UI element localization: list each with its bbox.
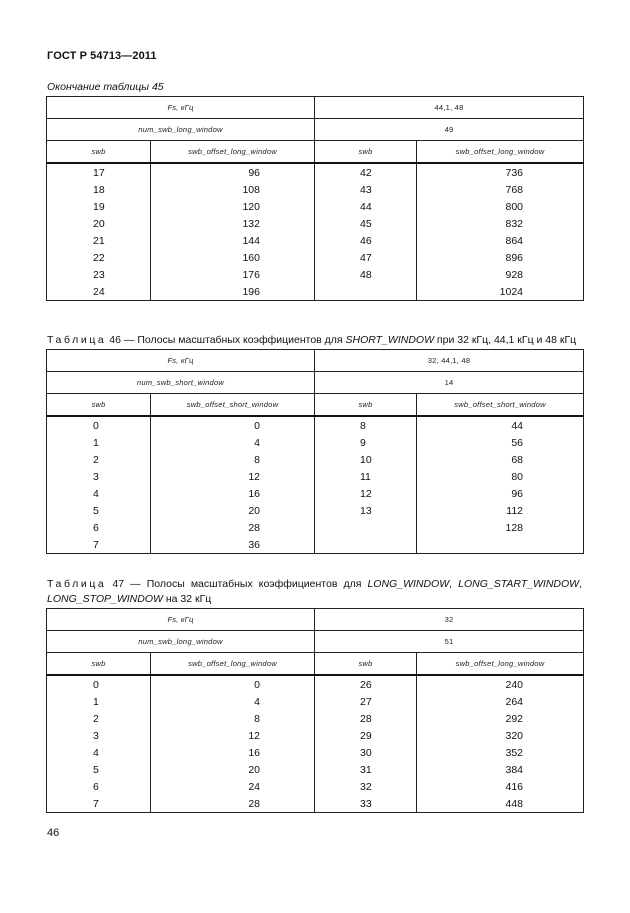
table-row: [47, 249, 584, 266]
table-cell: 22: [47, 249, 151, 266]
caption-line: [47, 592, 582, 607]
table-cell: 8: [151, 451, 315, 468]
table-cell: 29: [315, 727, 417, 744]
table-cell: 448: [417, 795, 584, 813]
table-cell: 352: [417, 744, 584, 761]
table-cell: 8: [315, 416, 417, 434]
fs-label: Fs, кГц: [47, 609, 315, 631]
table-cell: 384: [417, 761, 584, 778]
caption-line: [47, 577, 582, 592]
table-cell: 832: [417, 215, 584, 232]
col-header: swb_offset_long_window: [151, 653, 315, 676]
table-cell: 28: [151, 519, 315, 536]
table-row: [47, 232, 584, 249]
table-cell: 8: [151, 710, 315, 727]
table-row: [47, 163, 584, 181]
caption-number: 47: [112, 578, 125, 590]
caption-window-name: LONG_WINDOW: [367, 578, 450, 590]
table-cell: 176: [151, 266, 315, 283]
table-cell: 12: [151, 468, 315, 485]
table-cell: 292: [417, 710, 584, 727]
table-cell: 0: [151, 416, 315, 434]
table-cell: 80: [417, 468, 584, 485]
col-header: swb_offset_long_window: [151, 141, 315, 164]
table-cell: 28: [151, 795, 315, 813]
num-swb-label: num_swb_long_window: [47, 119, 315, 141]
num-swb-value: 49: [315, 119, 584, 141]
table-cell: 0: [151, 675, 315, 693]
col-header: swb: [47, 653, 151, 676]
col-header: swb: [47, 141, 151, 164]
table-cell: 800: [417, 198, 584, 215]
caption-text: при 32 кГц, 44,1 кГц и 48 кГц: [434, 334, 577, 346]
table-cell: [315, 283, 417, 301]
table-cell: 46: [315, 232, 417, 249]
caption-separator: ,: [449, 578, 459, 590]
fs-value: 32, 44,1, 48: [315, 350, 584, 372]
table-row: [47, 283, 584, 301]
table-cell: 1024: [417, 283, 584, 301]
table-cell: 160: [151, 249, 315, 266]
table-cell: [417, 536, 584, 554]
table-cell: 4: [151, 434, 315, 451]
table-cell: 36: [151, 536, 315, 554]
table-cell: 240: [417, 675, 584, 693]
num-swb-label: num_swb_short_window: [47, 372, 315, 394]
table-cell: 5: [47, 761, 151, 778]
table-cell: 1: [47, 434, 151, 451]
col-header: swb: [315, 141, 417, 164]
table-cell: 2: [47, 710, 151, 727]
table-row: [47, 434, 584, 451]
table-row: [47, 536, 584, 554]
table-cell: 32: [315, 778, 417, 795]
table-cell: 45: [315, 215, 417, 232]
table-45-caption: Окончание таблицы 45: [47, 81, 164, 93]
table-cell: 44: [417, 416, 584, 434]
table-cell: 1: [47, 693, 151, 710]
table-cell: 7: [47, 536, 151, 554]
fs-value: 44,1, 48: [315, 97, 584, 119]
table-cell: 17: [47, 163, 151, 181]
col-header: swb: [315, 394, 417, 417]
standard-header: ГОСТ Р 54713—2011: [47, 50, 157, 62]
table-row: [47, 485, 584, 502]
table-cell: 112: [417, 502, 584, 519]
table-cell: 264: [417, 693, 584, 710]
table-row: [47, 451, 584, 468]
table-cell: [315, 536, 417, 554]
table-row: [47, 727, 584, 744]
table-row: [47, 215, 584, 232]
table-row: [47, 468, 584, 485]
table-cell: 128: [417, 519, 584, 536]
table-row: [47, 778, 584, 795]
fs-label: Fs, кГц: [47, 97, 315, 119]
table-cell: 42: [315, 163, 417, 181]
table-cell: 7: [47, 795, 151, 813]
table-cell: 28: [315, 710, 417, 727]
fs-value: 32: [315, 609, 584, 631]
caption-text: на 32 кГц: [162, 593, 212, 605]
table-cell: 44: [315, 198, 417, 215]
table-cell: 3: [47, 468, 151, 485]
caption-prefix: Таблица: [47, 334, 107, 346]
table-cell: 16: [151, 485, 315, 502]
table-cell: 5: [47, 502, 151, 519]
caption-window-name: SHORT_WINDOW: [345, 334, 434, 346]
col-header: swb_offset_short_window: [151, 394, 315, 417]
table-row: [47, 266, 584, 283]
table-cell: 928: [417, 266, 584, 283]
table-cell: 144: [151, 232, 315, 249]
table-row: [47, 761, 584, 778]
table-cell: 20: [151, 502, 315, 519]
table-cell: 320: [417, 727, 584, 744]
table-cell: 896: [417, 249, 584, 266]
table-cell: 0: [47, 416, 151, 434]
table-cell: 4: [47, 485, 151, 502]
table-cell: 9: [315, 434, 417, 451]
fs-label: Fs, кГц: [47, 350, 315, 372]
table-cell: 48: [315, 266, 417, 283]
table-cell: 12: [151, 727, 315, 744]
caption-text: — Полосы масштабных коэффициентов для: [120, 334, 346, 346]
table-cell: 30: [315, 744, 417, 761]
table-row: [47, 502, 584, 519]
table-cell: 33: [315, 795, 417, 813]
table-cell: 12: [315, 485, 417, 502]
table-cell: 43: [315, 181, 417, 198]
table-cell: 27: [315, 693, 417, 710]
table-cell: 6: [47, 519, 151, 536]
table-row: [47, 744, 584, 761]
table-cell: 23: [47, 266, 151, 283]
table-cell: 864: [417, 232, 584, 249]
col-header: swb_offset_long_window: [417, 653, 584, 676]
table-row: [47, 693, 584, 710]
table-cell: 4: [151, 693, 315, 710]
table-cell: 13: [315, 502, 417, 519]
table-cell: 56: [417, 434, 584, 451]
table-cell: 18: [47, 181, 151, 198]
caption-separator: ,: [579, 578, 583, 590]
table-cell: 10: [315, 451, 417, 468]
num-swb-value: 51: [315, 631, 584, 653]
table-cell: 20: [47, 215, 151, 232]
table-cell: 2: [47, 451, 151, 468]
table-cell: 24: [151, 778, 315, 795]
page-number: 46: [47, 827, 60, 839]
table-cell: 68: [417, 451, 584, 468]
table-row: [47, 710, 584, 727]
table-cell: 11: [315, 468, 417, 485]
table-cell: 96: [417, 485, 584, 502]
caption-window-name: LONG_START_WINDOW: [458, 578, 580, 590]
table-cell: 4: [47, 744, 151, 761]
table-cell: 3: [47, 727, 151, 744]
table-cell: 120: [151, 198, 315, 215]
table-row: [47, 416, 584, 434]
table-cell: 20: [151, 761, 315, 778]
num-swb-label: num_swb_long_window: [47, 631, 315, 653]
table-row: [47, 181, 584, 198]
table-row: [47, 519, 584, 536]
table-cell: 768: [417, 181, 584, 198]
table-row: [47, 795, 584, 813]
caption-number: 46: [109, 334, 121, 346]
table-cell: 96: [151, 163, 315, 181]
table-47: [46, 608, 584, 813]
table-row: [47, 198, 584, 215]
table-cell: 416: [417, 778, 584, 795]
table-45: [46, 96, 584, 301]
table-cell: 6: [47, 778, 151, 795]
caption-prefix: Таблица: [47, 578, 107, 590]
caption-window-name: LONG_STOP_WINDOW: [47, 593, 163, 605]
table-46: [46, 349, 584, 554]
table-cell: 26: [315, 675, 417, 693]
table-cell: 108: [151, 181, 315, 198]
table-cell: 132: [151, 215, 315, 232]
table-46-caption: [47, 333, 576, 348]
caption-text: — Полосы масштабных коэффициентов для: [124, 578, 368, 590]
col-header: swb: [315, 653, 417, 676]
table-cell: 31: [315, 761, 417, 778]
table-cell: 0: [47, 675, 151, 693]
table-cell: [315, 519, 417, 536]
table-cell: 24: [47, 283, 151, 301]
table-47-caption: [47, 577, 582, 607]
col-header: swb: [47, 394, 151, 417]
table-cell: 16: [151, 744, 315, 761]
col-header: swb_offset_long_window: [417, 141, 584, 164]
table-cell: 196: [151, 283, 315, 301]
table-cell: 47: [315, 249, 417, 266]
num-swb-value: 14: [315, 372, 584, 394]
table-cell: 736: [417, 163, 584, 181]
table-cell: 21: [47, 232, 151, 249]
table-cell: 19: [47, 198, 151, 215]
col-header: swb_offset_short_window: [417, 394, 584, 417]
table-row: [47, 675, 584, 693]
